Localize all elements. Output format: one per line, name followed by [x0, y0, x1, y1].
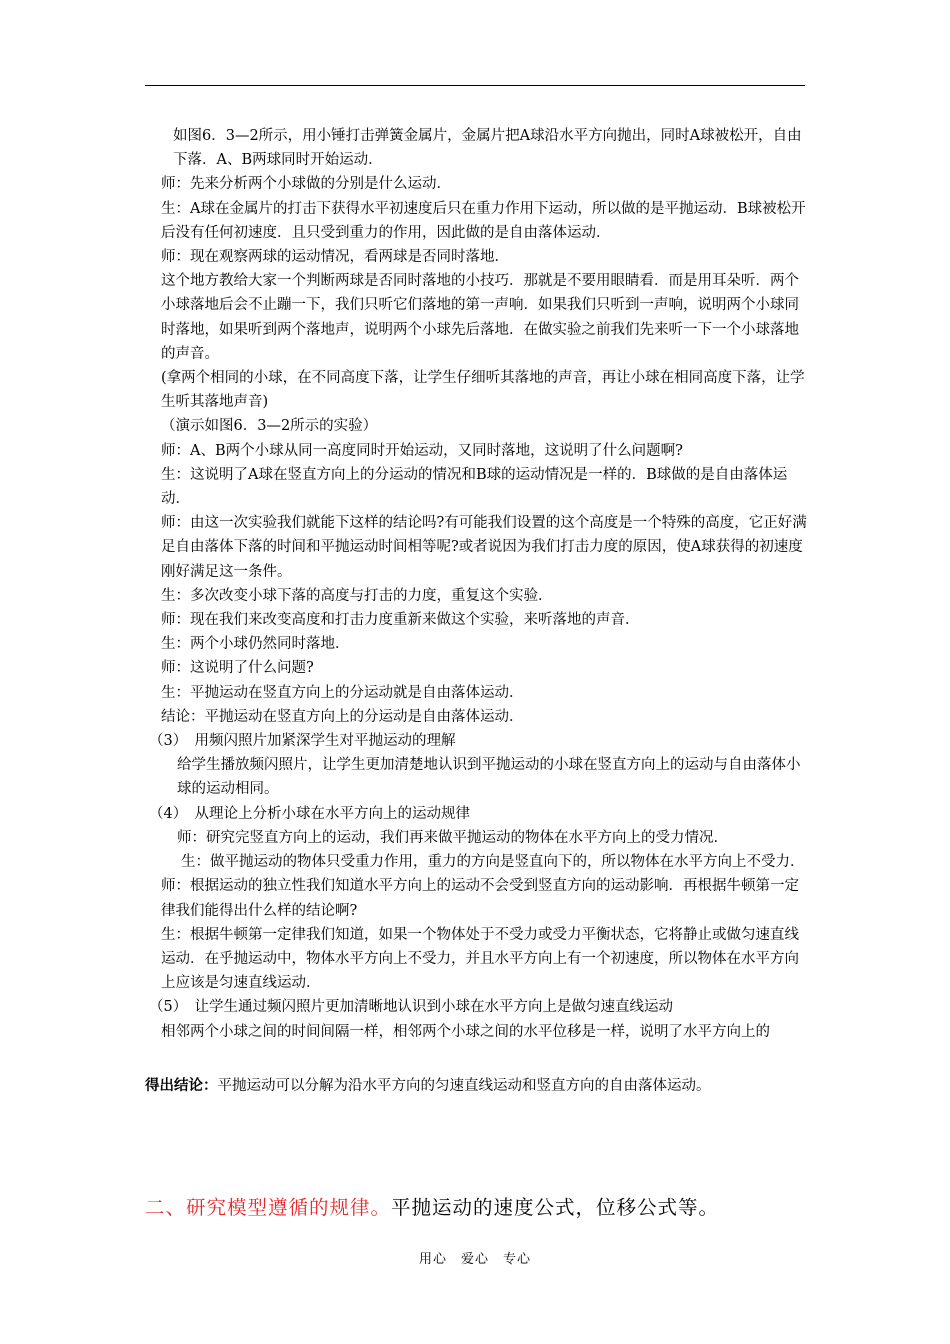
page-footer: 用心 爱心 专心	[418, 1252, 531, 1267]
section-heading	[145, 1192, 719, 1220]
paragraph: 给学生播放频闪照片，让学生更加清楚地认识到平抛运动的小球在竖直方向上的运动与自由落体小球的运动相同。	[177, 757, 801, 798]
paragraph: 师：现在观察两球的运动情况，看两球是否同时落地．	[161, 249, 509, 266]
paragraph: （4） 从理论上分析小球在水平方向上的运动规律	[149, 805, 470, 822]
conclusion-line	[145, 1074, 807, 1098]
paragraph: （5） 让学生通过频闪照片更加清晰地认识到小球在水平方向上是做匀速直线运动	[149, 999, 673, 1016]
paragraph: 生：平抛运动在竖直方向上的分运动就是自由落体运动．	[161, 684, 524, 701]
paragraph: 师：由这一次实验我们就能下这样的结论吗?有可能我们设置的这个高度是一个特殊的高度，它正好满足自由落体下落的时间和平抛运动时间相等呢?或者说因为我们打击力度的原因，使A球获得的初速度刚好满足这一条件。	[161, 515, 807, 580]
spacer	[145, 1044, 807, 1066]
section-heading-black: 平抛运动的速度公式，位移公式等。	[391, 1196, 720, 1219]
paragraph: （演示如图6．3—2所示的实验）	[161, 418, 378, 435]
paragraph: 如图6．3—2所示，用小锤打击弹簧金属片，金属片把A球沿水平方向抛出，同时A球被松开，自由下落．A、B两球同时开始运动．	[173, 128, 802, 169]
paragraph: 师：A、B两个小球从同一高度同时开始运动，又同时落地，这说明了什么问题啊?	[161, 442, 683, 459]
section-heading-red: 二、研究模型遵循的规律。	[145, 1196, 392, 1219]
paragraph: 师：这说明了什么问题?	[161, 660, 314, 677]
paragraph: 结论：平抛运动在竖直方向上的分运动是自由落体运动．	[161, 708, 524, 725]
paragraph: 师：现在我们来改变高度和打击力度重新来做这个实验，来听落地的声音．	[161, 612, 640, 629]
document-body	[145, 124, 807, 1098]
paragraph: 生：两个小球仍然同时落地．	[161, 636, 350, 653]
paragraph: 生：根据牛顿第一定律我们知道，如果一个物体处于不受力或受力平衡状态，它将静止或做匀速直线运动．在乎抛运动中，物体水平方向上不受力，并且水平方向上有一个初速度，所以物体在水平方向上应该是匀速直线运动．	[161, 926, 799, 992]
conclusion-text: 平抛运动可以分解为沿水平方向的匀速直线运动和竖直方向的自由落体运动。	[217, 1077, 711, 1094]
paragraph: 生：多次改变小球下落的高度与打击的力度，重复这个实验．	[161, 587, 553, 604]
conclusion-label: 得出结论：	[145, 1077, 218, 1094]
header-rule	[145, 85, 805, 86]
paragraph: 师：根据运动的独立性我们知道水平方向上的运动不会受到竖直方向的运动影响．再根据牛顿第一定律我们能得出什么样的结论啊?	[161, 878, 799, 919]
paragraph: (拿两个相同的小球，在不同高度下落，让学生仔细听其落地的声音，再让小球在相同高度下落，让学生听其落地声音)	[161, 370, 805, 411]
paragraph: 这个地方教给大家一个判断两球是否同时落地的小技巧．那就是不要用眼睛看．而是用耳朵听．两个小球落地后会不止蹦一下，我们只听它们落地的第一声响．如果我们只听到一声响，说明两个小球同时落地，如果听到两个落地声，说明两个小球先后落地．在做实验之前我们先来听一下一个小球落地的声音。	[161, 273, 799, 362]
paragraph: 师：研究完竖直方向上的运动，我们再来做平抛运动的物体在水平方向上的受力情况．	[177, 829, 728, 846]
paragraph: 生：做平抛运动的物体只受重力作用，重力的方向是竖直向下的，所以物体在水平方向上不受力．	[181, 854, 805, 871]
paragraph: 相邻两个小球之间的时间间隔一样，相邻两个小球之间的水平位移是一样，说明了水平方向上的	[161, 1023, 770, 1040]
paragraph-list	[145, 124, 807, 1044]
paragraph: （3） 用频闪照片加紧深学生对平抛运动的理解	[149, 733, 456, 750]
paragraph: 生：A球在金属片的打击下获得水平初速度后只在重力作用下运动，所以做的是平抛运动．B球被松开后没有任何初速度．且只受到重力的作用，因此做的是自由落体运动．	[161, 200, 806, 241]
paragraph: 生：这说明了A球在竖直方向上的分运动的情况和B球的运动情况是一样的．B球做的是自由落体运动．	[161, 466, 788, 508]
paragraph: 师：先来分析两个小球做的分别是什么运动．	[161, 176, 451, 193]
